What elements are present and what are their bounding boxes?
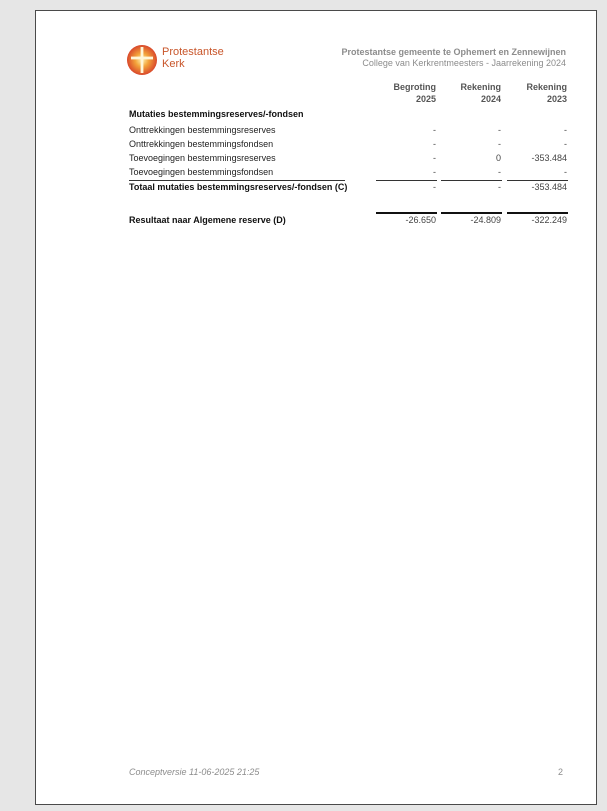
section-title: Mutaties bestemmingsreserves/-fondsen [129, 109, 304, 119]
logo-text-line1: Protestantse [162, 46, 224, 58]
row-value-2025: - [433, 139, 436, 149]
result-value-2024: -24.809 [470, 215, 501, 225]
row-value-2024: 0 [495, 153, 501, 163]
organization-name: Protestantse gemeente te Ophemert en Zennewijnen [341, 47, 566, 57]
column-header-line1: Rekening [460, 82, 501, 92]
footer-version: Conceptversie 11-06-2025 21:25 [129, 767, 260, 777]
total-label: Totaal mutaties bestemmingsreserves/-fondsen (C) [129, 182, 348, 192]
page-number: 2 [557, 767, 563, 777]
result-row [129, 214, 566, 227]
result-value-2023: -322.249 [531, 215, 567, 225]
row-value-2023: - [564, 125, 567, 135]
row-label: Toevoegingen bestemmingsfondsen [129, 167, 274, 177]
row-value-2025: - [433, 167, 436, 177]
church-logo-icon [126, 44, 158, 76]
church-logo [126, 44, 236, 76]
column-header-rekening-2024 [441, 81, 501, 105]
column-header-line2: 2024 [480, 94, 501, 104]
column-header-line1: Begroting [393, 82, 436, 92]
column-header-begroting-2025 [376, 81, 436, 105]
row-label: Onttrekkingen bestemmingsfondsen [129, 139, 274, 149]
row-value-2024: - [498, 139, 501, 149]
logo-text-line2: Kerk [162, 58, 185, 70]
column-header-line2: 2023 [546, 94, 567, 104]
document-page [35, 10, 597, 805]
table-row [129, 166, 566, 179]
row-value-2023: -353.484 [531, 153, 567, 163]
row-value-2024: - [498, 167, 501, 177]
row-value-2024: - [498, 125, 501, 135]
result-label: Resultaat naar Algemene reserve (D) [129, 215, 286, 225]
row-value-2025: - [433, 125, 436, 135]
column-header-line1: Rekening [526, 82, 567, 92]
total-row [129, 181, 566, 194]
row-value-2023: - [564, 139, 567, 149]
row-value-2023: - [564, 167, 567, 177]
column-header-rekening-2023 [507, 81, 567, 105]
row-label: Onttrekkingen bestemmingsreserves [129, 125, 276, 135]
row-value-2025: - [433, 153, 436, 163]
row-label: Toevoegingen bestemmingsreserves [129, 153, 276, 163]
column-header-line2: 2025 [415, 94, 436, 104]
total-value-2024: - [498, 182, 501, 192]
table-row [129, 138, 566, 151]
document-subtitle: College van Kerkrentmeesters - Jaarrekening 2024 [362, 58, 566, 68]
document-header [341, 47, 566, 69]
result-value-2025: -26.650 [405, 215, 436, 225]
total-value-2023: -353.484 [531, 182, 567, 192]
table-row [129, 124, 566, 137]
table-row [129, 152, 566, 165]
section-title-row [129, 108, 566, 121]
total-value-2025: - [433, 182, 436, 192]
